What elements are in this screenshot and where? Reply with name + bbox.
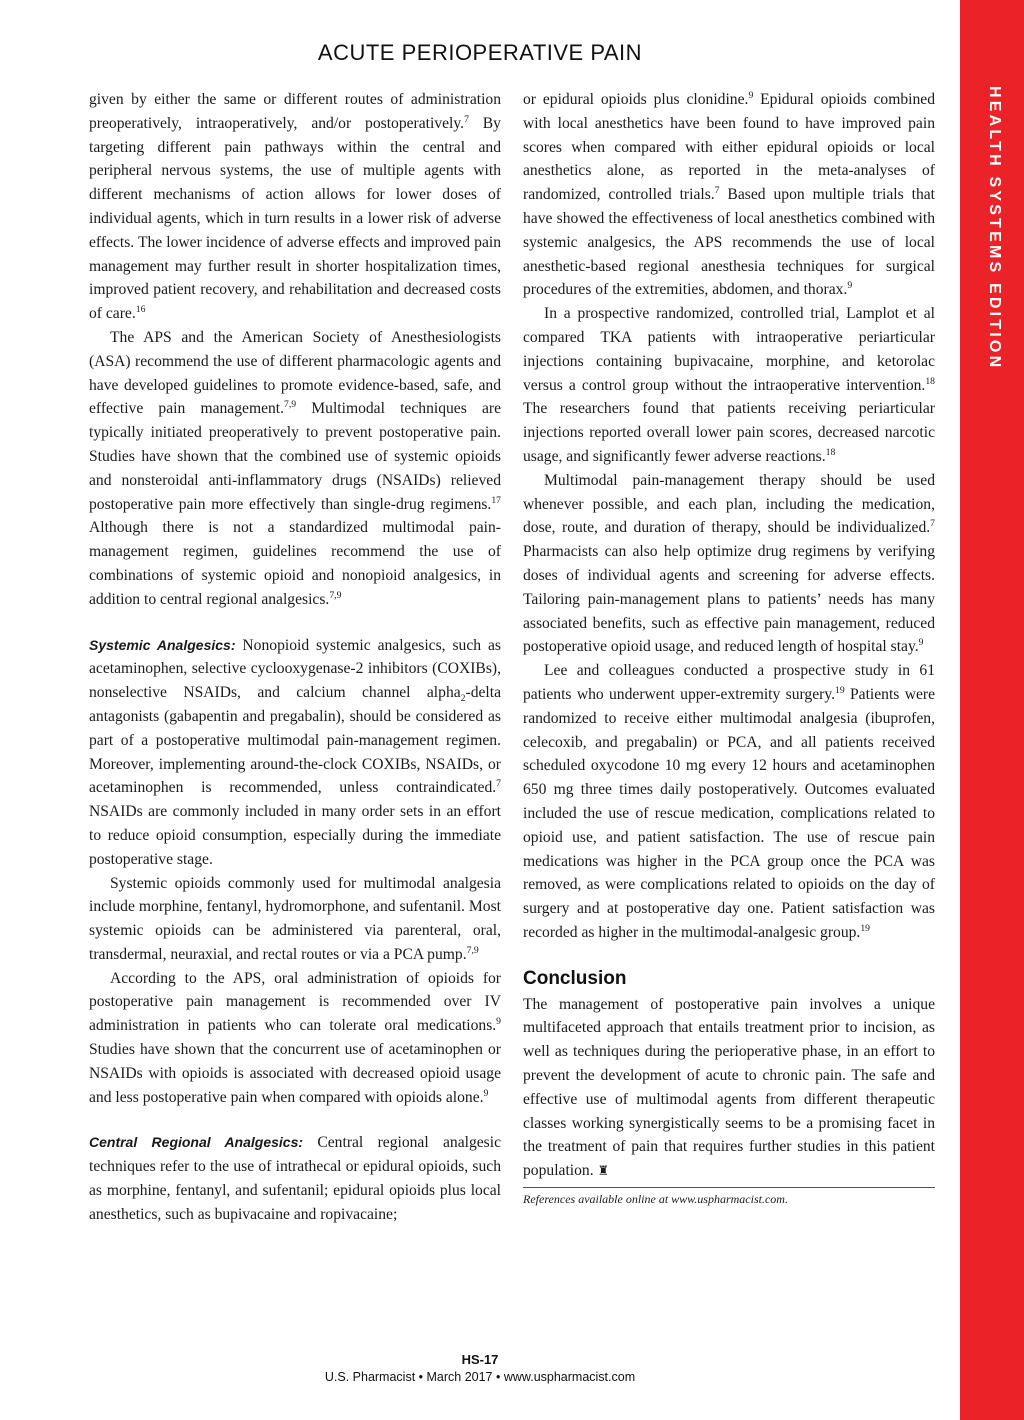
reference-superscript: 7 bbox=[464, 113, 469, 125]
subscript: 2 bbox=[460, 693, 466, 705]
reference-superscript: 9 bbox=[483, 1087, 489, 1099]
page-number: HS-17 bbox=[461, 1352, 499, 1367]
reference-superscript: 18 bbox=[925, 375, 935, 387]
paragraph: In a prospective randomized, controlled trial, Lamplot et al compared TKA patients with intraoperative periarticular injections containing bupivacaine, morphine, and ketorolac versus a control group without the intraoperative intervention.$^{18}$ The researchers found that patients receiving periarticular injections reported overall lower pain scores, decreased narcotic usage, and significantly fewer adverse reactions.$^{18}$ bbox=[523, 305, 935, 465]
page-header-title: ACUTE PERIOPERATIVE PAIN bbox=[317, 40, 643, 65]
paragraph: or epidural opioids plus clonidine.$^9$ Epidural opioids combined with local anesthetics have been found to have improved pain scores when compared with either epidural opioids or local anesthetics alone, as reported in the meta-analyses of randomized, controlled trials.$^7$ Based upon multiple trials that have showed the effectiveness of local anesthetics combined with systemic analgesics, the APS recommends the use of local anesthetic-based regional anesthesia techniques for surgical procedures of the extremities, abdomen, and thorax.$^9$ bbox=[523, 89, 936, 299]
footer-publication-line: U.S. Pharmacist • March 2017 • www.uspharmacist.com bbox=[324, 1370, 636, 1384]
reference-superscript: 19 bbox=[835, 684, 845, 696]
reference-superscript: 7,9 bbox=[466, 944, 479, 956]
reference-superscript: 17 bbox=[491, 494, 501, 506]
side-band-label: HEALTH SYSTEMS EDITION bbox=[986, 86, 1003, 371]
paragraph: The APS and the American Society of Anesthesiologists (ASA) recommend the use of different pharmacologic agents and have developed guidelines to promote evidence-based, safe, and effective pain management.$^{7,9}$ Multimodal techniques are typically initiated preoperatively to prevent postoperative pain. Studies have shown that the combined use of systemic opioids and nonsteroidal anti-inflammatory drugs (NSAIDs) relieved postoperative pain more effectively than single-drug regimens.$^{17}$ Although there is not a standardized multimodal pain-management regimen, guidelines recommend the use of combinations of systemic opioid and nonopioid analgesics, in addition to central regional analgesics.$^{7,9}$ bbox=[89, 328, 501, 608]
reference-superscript: 9 bbox=[918, 637, 924, 649]
paragraph: According to the APS, oral administration of opioids for postoperative pain management is recommended over IV administration in patients who can tolerate oral medications.$^9$ Studies have shown that the concurrent use of acetaminophen or NSAIDs with opioids is associated with decreased opioid usage and less postoperative pain when compared with opioids alone.$^9$ bbox=[89, 969, 501, 1106]
conclusion-heading: Conclusion bbox=[523, 967, 627, 989]
run-in-heading: Central Regional Analgesics: bbox=[89, 1134, 304, 1151]
reference-superscript: 7 bbox=[714, 185, 720, 196]
run-in-heading: Systemic Analgesics: bbox=[89, 636, 236, 653]
reference-superscript: 9 bbox=[847, 280, 853, 292]
paragraph: Lee and colleagues conducted a prospective study in 61 patients who underwent upper-extremity surgery.$^{19}$ Patients were randomized to receive either multimodal analgesia (ibuprofen, celecoxib, and pregabalin) or PCA, and all patients received scheduled oxycodone 10 mg every 12 hours and acetaminophen 650 mg three times daily postoperatively. Outcomes evaluated included the use of rescue medication, complications related to opioid use, and patient satisfaction. The use of rescue pain medications was higher in the PCA group once the PCA was removed, as were complications related to opioids on the day of surgery and at postoperative day one. Patient satisfaction was recorded as higher in the multimodal-analgesic group.$^{19}$ bbox=[523, 662, 935, 941]
paragraph: Multimodal pain-management therapy should be used whenever possible, and each plan, including the medication, dose, route, and duration of therapy, should be individualized.$^7$ Pharmacists can also help optimize drug regimens by verifying doses of individual agents and screening for adverse effects. Tailoring pain-management plans to patients’ needs has many associated benefits, such as effective pain management, reduced postoperative opioid usage, and reduced length of hospital stay.$^9$ bbox=[523, 471, 935, 656]
references-note: References available online at www.uspharmacist.com. bbox=[523, 1187, 935, 1208]
reference-superscript: 7 bbox=[496, 778, 501, 790]
right-column bbox=[523, 88, 935, 1208]
paragraph-systemic-analgesics: Systemic Analgesics: Nonopioid systemic analgesics, such as acetaminophen, selective cyclooxygenase-2 inhibitors (COXIBs), nonselective NSAIDs, and calcium channel alpha$_2$-delta antagonists (gabapentin and pregabalin), should be considered as part of a postoperative multimodal pain-management regimen. Moreover, implementing around-the-clock COXIBs, NSAIDs, or acetaminophen is recommended, unless contraindicated.$^7$ NSAIDs are commonly included in many order sets in an effort to reduce opioid consumption, especially during the immediate postoperative stage. bbox=[89, 636, 501, 868]
reference-superscript: 7,9 bbox=[284, 399, 297, 411]
reference-superscript: 9 bbox=[748, 89, 754, 101]
reference-superscript: 19 bbox=[860, 922, 870, 934]
reference-superscript: 9 bbox=[496, 1016, 501, 1028]
reference-superscript: 18 bbox=[825, 446, 836, 458]
reference-superscript: 16 bbox=[135, 303, 146, 315]
page-footer bbox=[0, 1352, 960, 1386]
side-band bbox=[960, 0, 1024, 1420]
left-column bbox=[89, 88, 501, 1227]
paragraph-central-regional-analgesics: Central Regional Analgesics: Central regional analgesic techniques refer to the use of intrathecal or epidural opioids, such as morphine, fentanyl, and sufentanil; epidural opioids plus local anesthetics, such as bupivacaine and ropivacaine; bbox=[89, 1134, 501, 1223]
reference-superscript: 7,9 bbox=[329, 589, 342, 601]
end-of-article-icon: ♜ bbox=[597, 1163, 610, 1179]
reference-superscript: 7 bbox=[930, 518, 935, 530]
paragraph: Systemic opioids commonly used for multimodal analgesia include morphine, fentanyl, hydromorphone, and sufentanil. Most systemic opioids can be administered via parenteral, oral, transdermal, neuraxial, and rectal routes or via a PCA pump.$^{7,9}$ bbox=[89, 874, 501, 963]
paragraph: given by either the same or different routes of administration preoperatively, intraoperatively, and/or postoperatively.$^7$ By targeting different pain pathways within the central and peripheral nervous systems, the use of multiple agents with different mechanisms of action allows for lower doses of individual agents, which in turn results in a lower risk of adverse effects. The lower incidence of adverse effects and improved pain management may further result in shorter hospitalization times, improved patient recovery, and rehabilitation and decreased costs of care.$^{16}$ bbox=[89, 91, 501, 323]
conclusion-paragraph: The management of postoperative pain involves a unique multifaceted approach that entails treatment prior to incision, as well as techniques during the perioperative phase, in an effort to prevent the development of acute to chronic pain. The safe and effective use of multimodal agents from different therapeutic classes working synergistically seems to be a promising facet in the treatment of pain that requires further studies in this patient population. ♜ bbox=[523, 995, 935, 1180]
